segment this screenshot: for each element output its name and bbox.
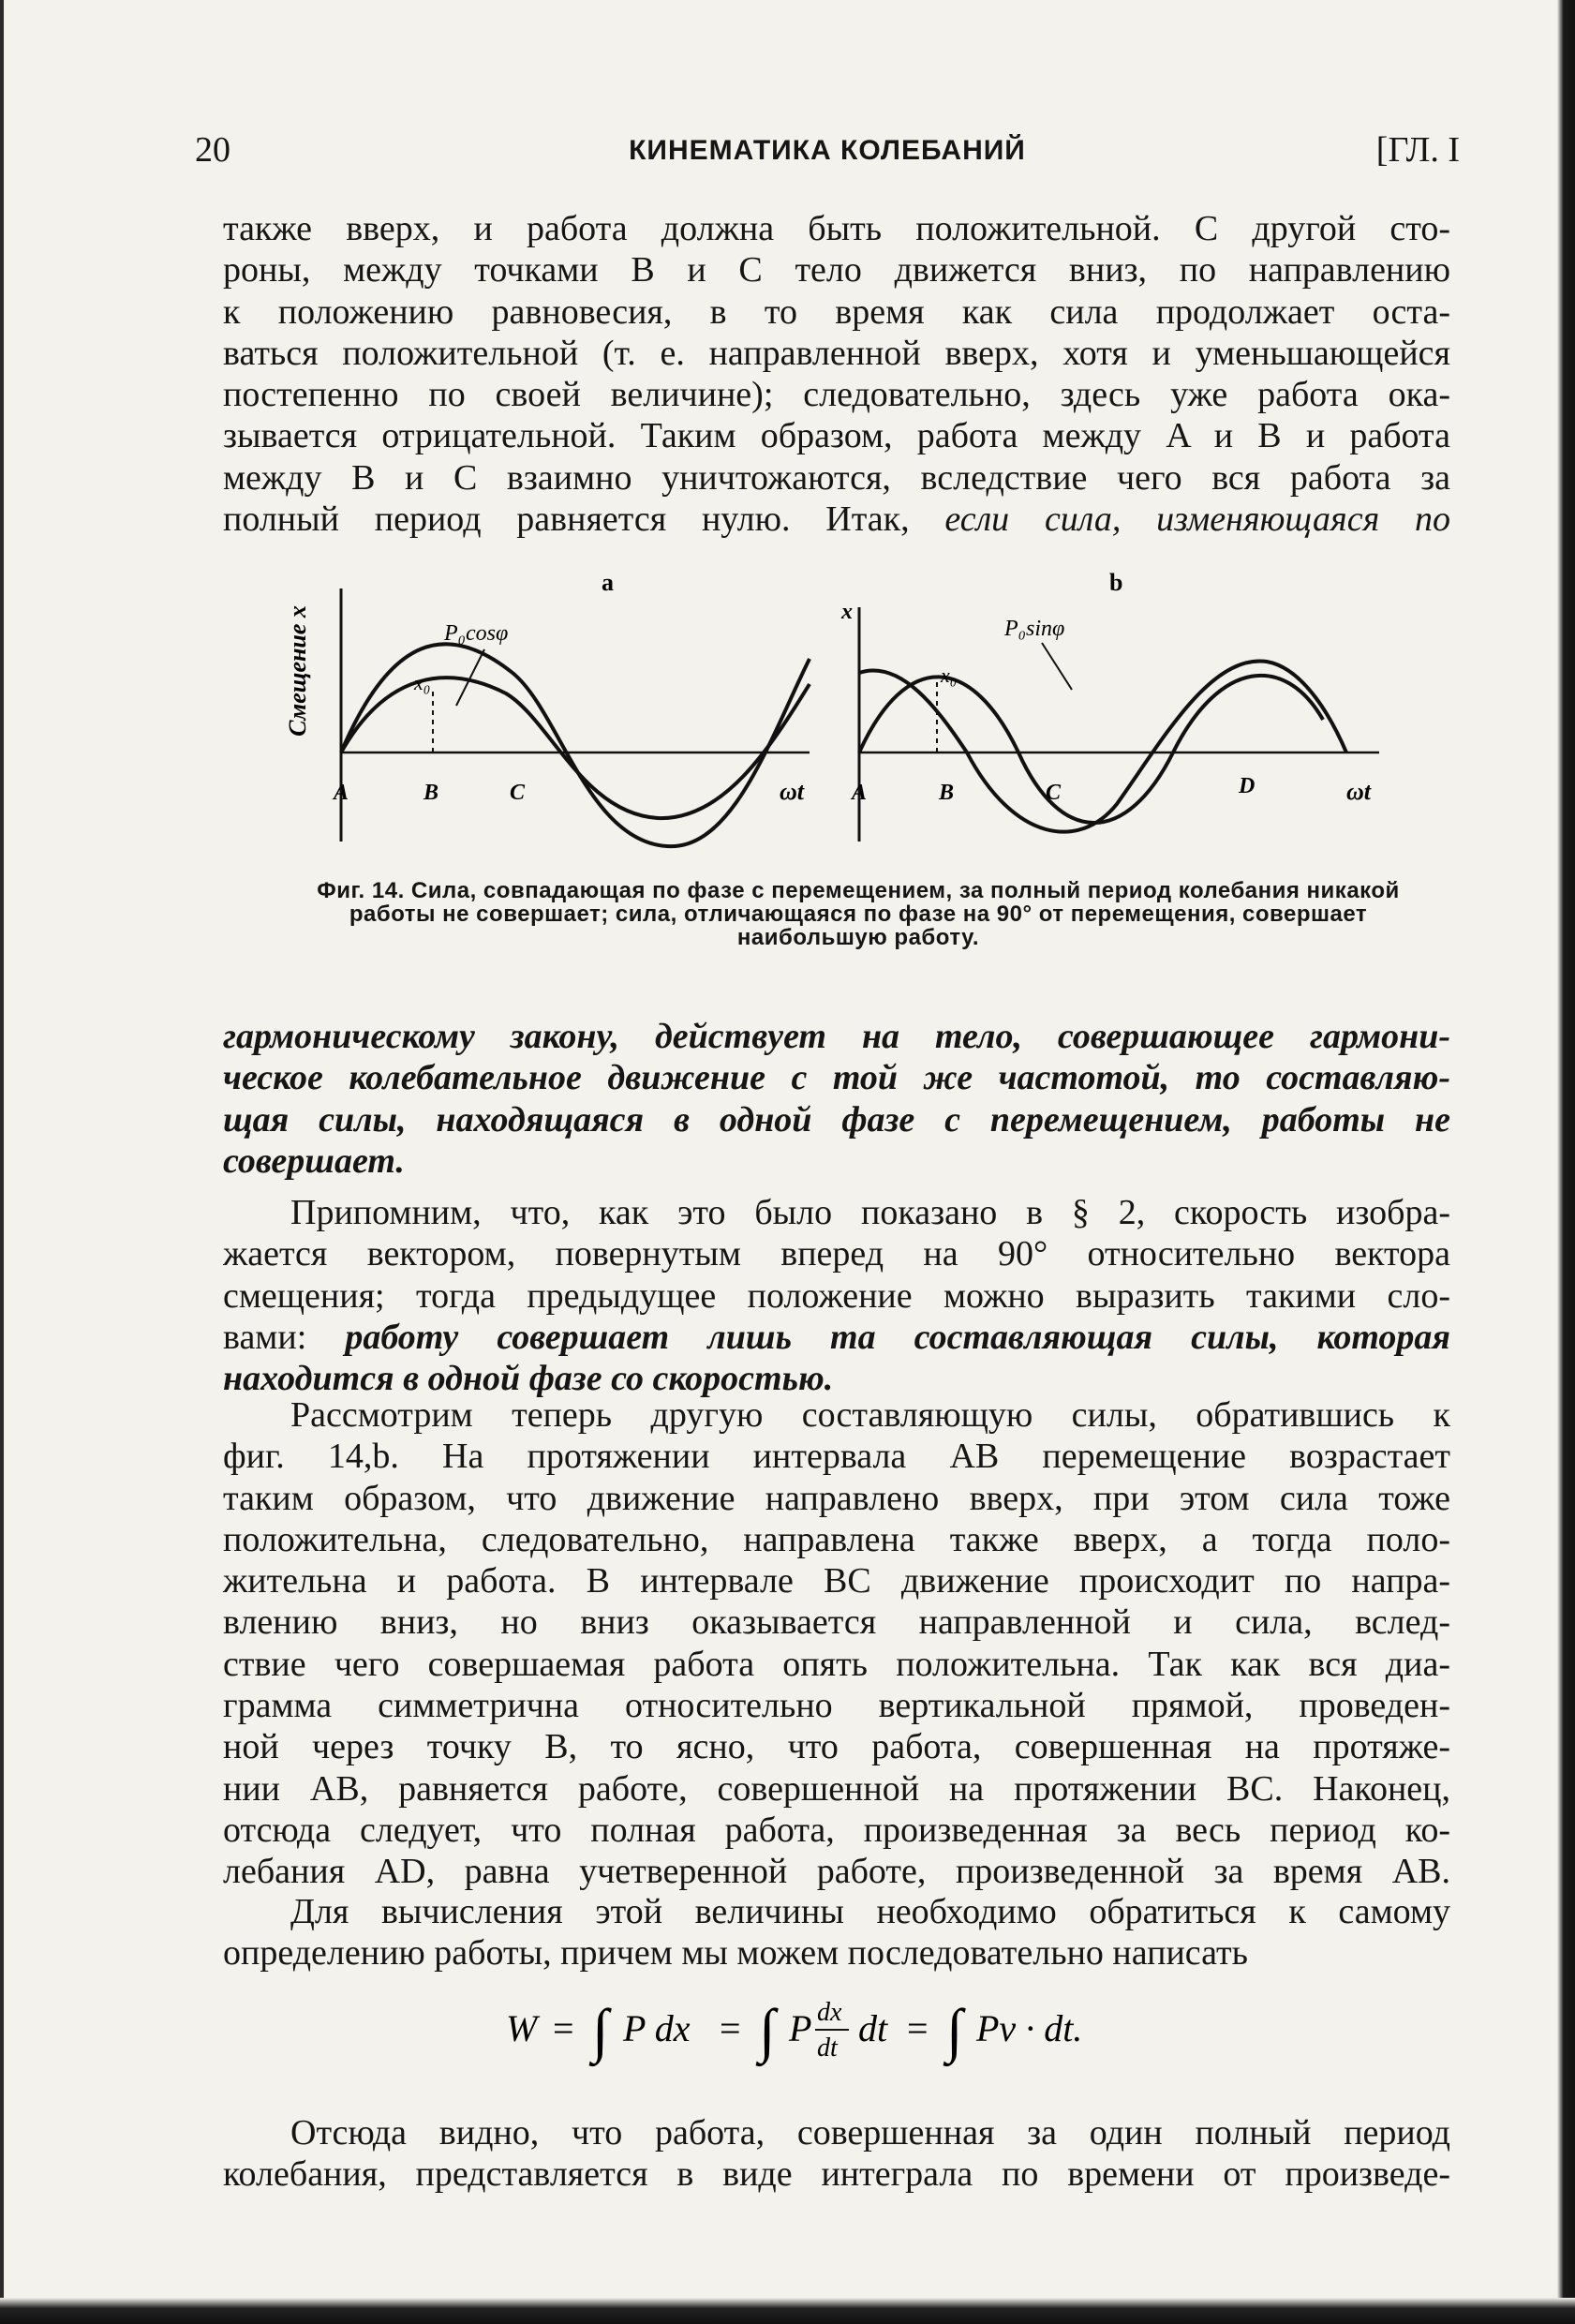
text-line: нии AB, равняется работе, совершенной на протяжении BC. Наконец,: [223, 1768, 1450, 1809]
text-line: Отсюда видно, что работа, совершенная за один полный период: [290, 2113, 1450, 2153]
panel-b-point-b: B: [939, 781, 955, 805]
panel-b-label: b: [1109, 569, 1123, 596]
running-header: [195, 129, 1460, 176]
panel-a-x-axis-label: ωt: [780, 778, 805, 805]
text-line: гармоническому закону, действует на тело, совершающее гармони-: [223, 1017, 1450, 1056]
text-line: жительна и работа. В интервале BC движение происходит по напра-: [223, 1561, 1450, 1601]
text-line: фиг. 14,b. На протяжении интервала AB перемещение возрастает: [223, 1437, 1450, 1477]
page-bottom-edge-shadow: [0, 2298, 1575, 2324]
text-line: таким образом, что движение направлено вверх, при этом сила тоже: [223, 1478, 1450, 1518]
panel-a-point-c: C: [510, 781, 526, 805]
formula-fraction-denominator: dt: [817, 2034, 838, 2063]
text-line: положительна, следовательно, направлена также вверх, а тогда поло-: [223, 1519, 1450, 1559]
text-line: колебания, представляется в виде интеграла по времени от произведе-: [223, 2154, 1450, 2195]
panel-a-point-b: B: [423, 781, 439, 805]
panel-b-force-label: P₀sinφ: [1004, 617, 1065, 641]
text-line: щая силы, находящаяся в одной фазе с перемещением, работы не: [223, 1099, 1450, 1140]
italic-run: работу совершает лишь та составляющая силы, которая: [345, 1317, 1450, 1357]
text-line: лебания AD, равна учетверенной работе, произведенной за время AB.: [223, 1852, 1450, 1892]
page-right-edge-shadow: [1557, 0, 1575, 2324]
paragraph-3: [223, 1192, 1450, 1399]
formula-term-2-dt: dt: [858, 2007, 888, 2049]
panel-b-y-axis-label: x: [841, 600, 853, 624]
panel-b-force-pointer: [1042, 643, 1072, 690]
text-line: зывается отрицательной. Таким образом, работа между A и B и работа: [223, 416, 1450, 456]
text-line: находится в одной фазе со скоростью.: [223, 1359, 834, 1399]
panel-a-point-a: A: [334, 781, 349, 805]
chapter-label: [ГЛ. I: [1375, 130, 1460, 170]
panel-a-amplitude-label: x₀: [414, 671, 431, 694]
text-line: постепенно по своей величине); следовательно, здесь уже работа ока-: [223, 375, 1450, 415]
panel-b-point-c: C: [1046, 781, 1062, 805]
formula-lhs: W: [506, 2007, 538, 2049]
text-line: смещения; тогда предыдущее положение можно выразить такими сло-: [223, 1275, 1450, 1316]
text-line: Рассмотрим теперь другую составляющую силы, обратившись к: [290, 1395, 1450, 1435]
formula-equals: =: [553, 2007, 574, 2049]
panel-b-x-axis-label: ωt: [1346, 778, 1372, 805]
panel-b-point-a: A: [852, 781, 868, 805]
paragraph-1: [223, 208, 1450, 540]
text-line: ствие чего совершаемая работа опять положительна. Так как вся диа-: [223, 1644, 1450, 1684]
text-line: жается вектором, повернутым вперед на 90° относительно вектора: [223, 1234, 1450, 1274]
text-line: определению работы, причем мы можем последовательно написать: [223, 1933, 1248, 1974]
figure-14: [284, 569, 1407, 879]
text-line: [223, 1317, 1450, 1358]
panel-a-y-axis-label: Смещение x: [284, 605, 311, 737]
text-line: отсюда следует, что полная работа, произведенная за весь период ко-: [223, 1810, 1450, 1850]
formula-equals: =: [907, 2007, 929, 2049]
text-line: грамма симметрична относительно вертикальной прямой, проведен-: [223, 1686, 1450, 1726]
text-line: ческое колебательное движение с той же частотой, то составляю-: [223, 1058, 1450, 1098]
text-line: ваться положительной (т. е. направленной вверх, хотя и уменьшающейся: [223, 333, 1450, 373]
formula-equals: =: [720, 2007, 741, 2049]
text-line: между B и C взаимно уничтожаются, вследствие чего вся работа за: [223, 457, 1450, 498]
text-line: Припомним, что, как это было показано в § 2, скорость изобра-: [290, 1193, 1450, 1232]
text-line: ной через точку B, то ясно, что работа, совершенная на протяже-: [223, 1727, 1450, 1767]
page-number: 20: [195, 130, 230, 170]
page-left-edge: [0, 0, 4, 2324]
text-line: к положению равновесия, в то время как сила продолжает оста-: [223, 291, 1450, 332]
work-integral-formula: [506, 1987, 1274, 2071]
formula-integral-sign: ∫: [592, 1997, 609, 2063]
text-line: также вверх, и работа должна быть положительной. С другой сто-: [223, 209, 1450, 248]
italic-run: если сила, изменяющаяся по: [944, 499, 1450, 540]
panel-b-amplitude-label: x₀: [941, 663, 958, 687]
panel-b-displacement-curve: [859, 676, 1323, 823]
text-line: Для вычисления этой величины необходимо обратиться к самому: [290, 1892, 1450, 1931]
formula-integral-sign: ∫: [759, 1997, 776, 2063]
text-line: [223, 499, 1450, 540]
panel-a-label: a: [602, 569, 614, 596]
panel-a: [284, 569, 810, 846]
text-line: влению вниз, но вниз оказывается направленной и сила, вслед-: [223, 1602, 1450, 1643]
formula-term-1: P dx: [623, 2007, 691, 2049]
paragraph-5: [223, 1891, 1450, 1974]
panel-b: [840, 569, 1379, 842]
text-run: вами:: [223, 1317, 307, 1357]
paragraph-2: [223, 1016, 1450, 1182]
panel-a-force-curve: [341, 644, 810, 846]
text-line: совершает.: [223, 1140, 405, 1181]
paragraph-6: [223, 2112, 1450, 2196]
formula-term-2-p: P: [789, 2007, 812, 2049]
paragraph-4: [223, 1394, 1450, 1893]
formula-fraction-numerator: dx: [817, 1998, 842, 2027]
figure-caption: Фиг. 14. Сила, совпадающая по фазе с перемещением, за полный период колебания никакой работы не совершает; сила, отличающаяся по фазе на 90° от перемещения, совершает наибольшую работу.: [317, 878, 1400, 950]
formula-term-3: Pv · dt.: [976, 2007, 1083, 2049]
panel-b-point-d: D: [1239, 774, 1256, 798]
formula-integral-sign: ∫: [946, 1997, 963, 2063]
text-line: роны, между точками B и C тело движется вниз, по направлению: [223, 250, 1450, 290]
text-run: полный период равняется нулю. Итак,: [223, 499, 910, 540]
panel-b-force-curve: [859, 662, 1346, 832]
running-title: КИНЕМАТИКА КОЛЕБАНИЙ: [629, 135, 1026, 166]
panel-a-force-label: P₀cosφ: [444, 621, 509, 646]
